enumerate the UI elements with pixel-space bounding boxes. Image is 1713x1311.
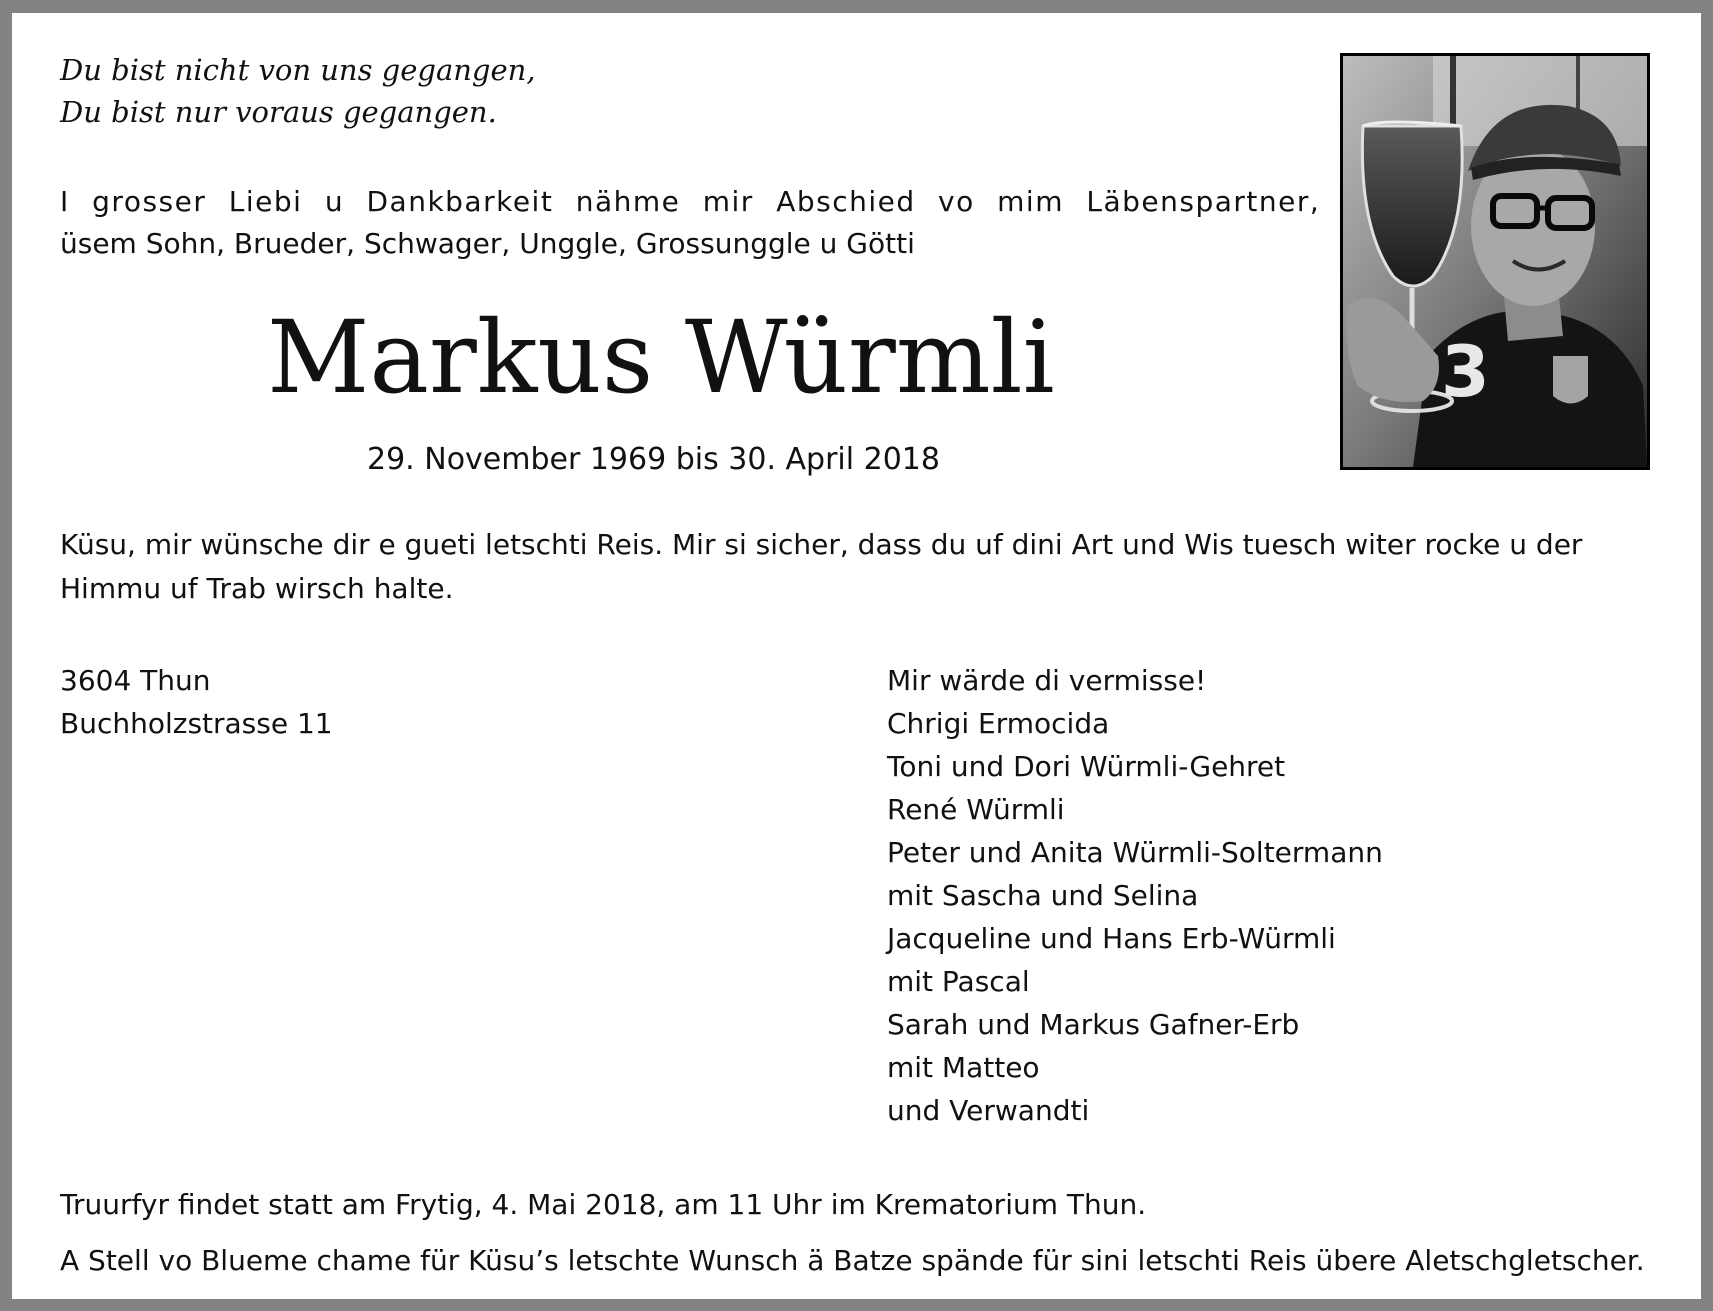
mourner-item: und Verwandti [887, 1094, 1090, 1127]
intro-line-1: I grosser Liebi u Dankbarkeit nähme mir Abschied vo mim Läbenspartner, [60, 185, 1321, 218]
motto-verse [60, 49, 536, 133]
address-street: Buchholzstrasse 11 [60, 707, 333, 740]
mourner-item: mit Sascha und Selina [887, 879, 1199, 912]
obituary-notice [12, 13, 1701, 1299]
mourner-item: Toni und Dori Würmli-Gehret [887, 750, 1286, 783]
mourner-item: Chrigi Ermocida [887, 707, 1110, 740]
mourners-heading: Mir wärde di vermisse! [887, 664, 1207, 697]
mourner-item: René Würmli [887, 793, 1065, 826]
service-line-2: A Stell vo Blueme chame für Küsu’s letschte Wunsch ä Batze spände für sini letschti Reis übere Aletschgletscher. [60, 1244, 1645, 1277]
mourner-item: mit Matteo [887, 1051, 1040, 1084]
motto-line-1: Du bist nicht von uns gegangen, [60, 53, 536, 87]
service-details [60, 1177, 1645, 1289]
address-city: 3604 Thun [60, 664, 211, 697]
deceased-name: Markus Würmli [267, 299, 1055, 416]
farewell-line-2: Himmu uf Trab wirsch halte. [60, 572, 454, 605]
mourner-item: Sarah und Markus Gafner-Erb [887, 1008, 1300, 1041]
life-dates: 29. November 1969 bis 30. April 2018 [367, 442, 940, 477]
mourner-item: mit Pascal [887, 965, 1030, 998]
farewell-line-1: Küsu, mir wünsche dir e gueti letschti Reis. Mir si sicher, dass du uf dini Art und Wis tuesch witer rocke u der [60, 528, 1583, 561]
portrait-photo [1340, 53, 1650, 470]
intro-text [60, 181, 1321, 265]
motto-line-2: Du bist nur voraus gegangen. [60, 95, 497, 129]
mourner-item: Peter und Anita Würmli-Soltermann [887, 836, 1383, 869]
mourner-item: Jacqueline und Hans Erb-Würmli [887, 922, 1336, 955]
service-line-1: Truurfyr findet statt am Frytig, 4. Mai 2018, am 11 Uhr im Krematorium Thun. [60, 1188, 1147, 1221]
farewell-message [60, 523, 1652, 611]
mourners-list [887, 659, 1383, 1132]
svg-text:3: 3 [1441, 331, 1490, 413]
intro-line-2: üsem Sohn, Brueder, Schwager, Unggle, Grossunggle u Götti [60, 227, 915, 260]
address-block [60, 659, 333, 745]
